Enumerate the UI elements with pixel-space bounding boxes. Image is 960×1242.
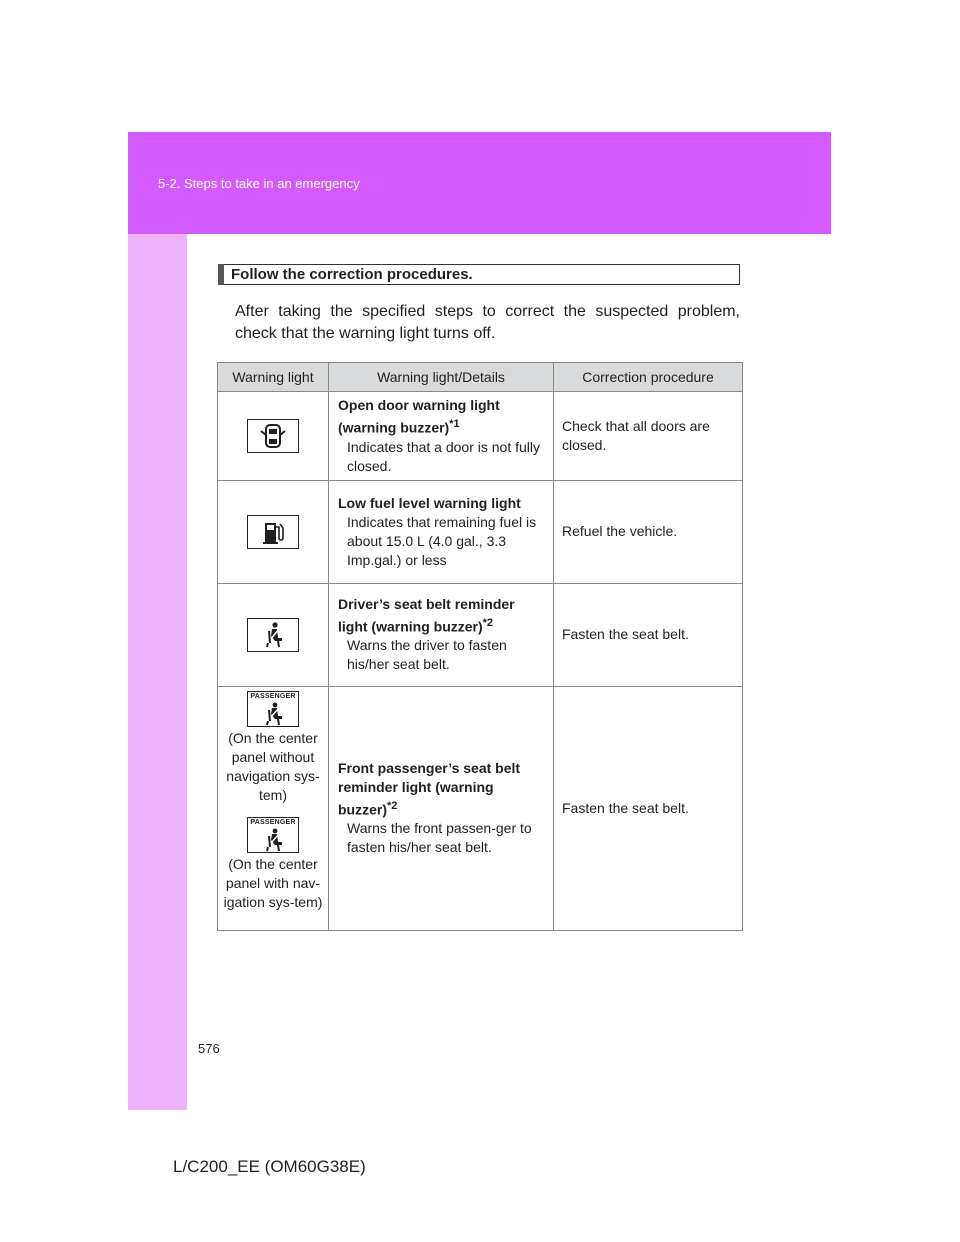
icon-note: (On the center panel with nav-igation sys-tem)	[223, 855, 323, 910]
table-row	[218, 392, 743, 481]
footnote-marker: *1	[449, 418, 460, 430]
passenger-seat-belt-icon	[247, 817, 299, 853]
table-row	[218, 583, 743, 686]
procedure-cell: Fasten the seat belt.	[554, 583, 743, 686]
icon-cell	[218, 392, 329, 481]
icon-cell	[218, 686, 329, 930]
footnote-marker: *2	[482, 616, 494, 629]
page-number: 576	[198, 1041, 220, 1056]
detail-title: Low fuel level warning light	[338, 494, 521, 511]
column-header-warning-light: Warning light	[218, 363, 329, 392]
intro-paragraph: After taking the specified steps to correct the suspected problem, check that the warning light turns off.	[235, 303, 740, 342]
column-header-procedure: Correction procedure	[554, 363, 743, 392]
table-row	[218, 686, 743, 930]
detail-title: Driver’s seat belt reminder light (warning buzzer)	[338, 595, 515, 635]
detail-description: Indicates that a door is not fully closed.	[347, 438, 540, 474]
heading-marker	[218, 264, 224, 285]
table-row	[218, 480, 743, 583]
procedure-heading	[218, 264, 740, 285]
passenger-label: PASSENGER	[250, 692, 296, 700]
icon-cell	[218, 583, 329, 686]
detail-title: Front passenger’s seat belt reminder light (warning buzzer)	[338, 759, 521, 818]
side-tab-bar	[128, 132, 187, 1110]
procedure-cell: Check that all doors are closed.	[554, 392, 743, 481]
section-breadcrumb: 5-2. Steps to take in an emergency	[158, 176, 360, 191]
document-code: L/C200_EE (OM60G38E)	[173, 1157, 366, 1176]
seat-belt-icon	[247, 618, 299, 652]
detail-description: Warns the driver to fasten his/her seat belt.	[347, 637, 507, 673]
column-header-details: Warning light/Details	[329, 363, 554, 392]
warning-light-table	[217, 362, 743, 931]
fuel-pump-icon	[247, 515, 299, 549]
open-door-icon	[247, 419, 299, 453]
details-cell	[329, 480, 554, 583]
passenger-label: PASSENGER	[250, 818, 296, 826]
passenger-seat-belt-icon	[247, 691, 299, 727]
detail-description: Indicates that remaining fuel is about 15.0 L (4.0 gal., 3.3 Imp.gal.) or less	[347, 513, 537, 568]
heading-text: Follow the correction procedures.	[231, 266, 473, 283]
detail-title: Open door warning light (warning buzzer)	[338, 397, 500, 436]
procedure-cell: Refuel the vehicle.	[554, 480, 743, 583]
details-cell	[329, 583, 554, 686]
details-cell	[329, 392, 554, 481]
details-cell	[329, 686, 554, 930]
table-header-row	[218, 363, 743, 392]
icon-note: (On the center panel without navigation sys-tem)	[226, 729, 320, 803]
procedure-cell: Fasten the seat belt.	[554, 686, 743, 930]
icon-cell	[218, 480, 329, 583]
detail-description: Warns the front passen-ger to fasten his/her seat belt.	[347, 820, 532, 856]
footnote-marker: *2	[387, 799, 398, 812]
